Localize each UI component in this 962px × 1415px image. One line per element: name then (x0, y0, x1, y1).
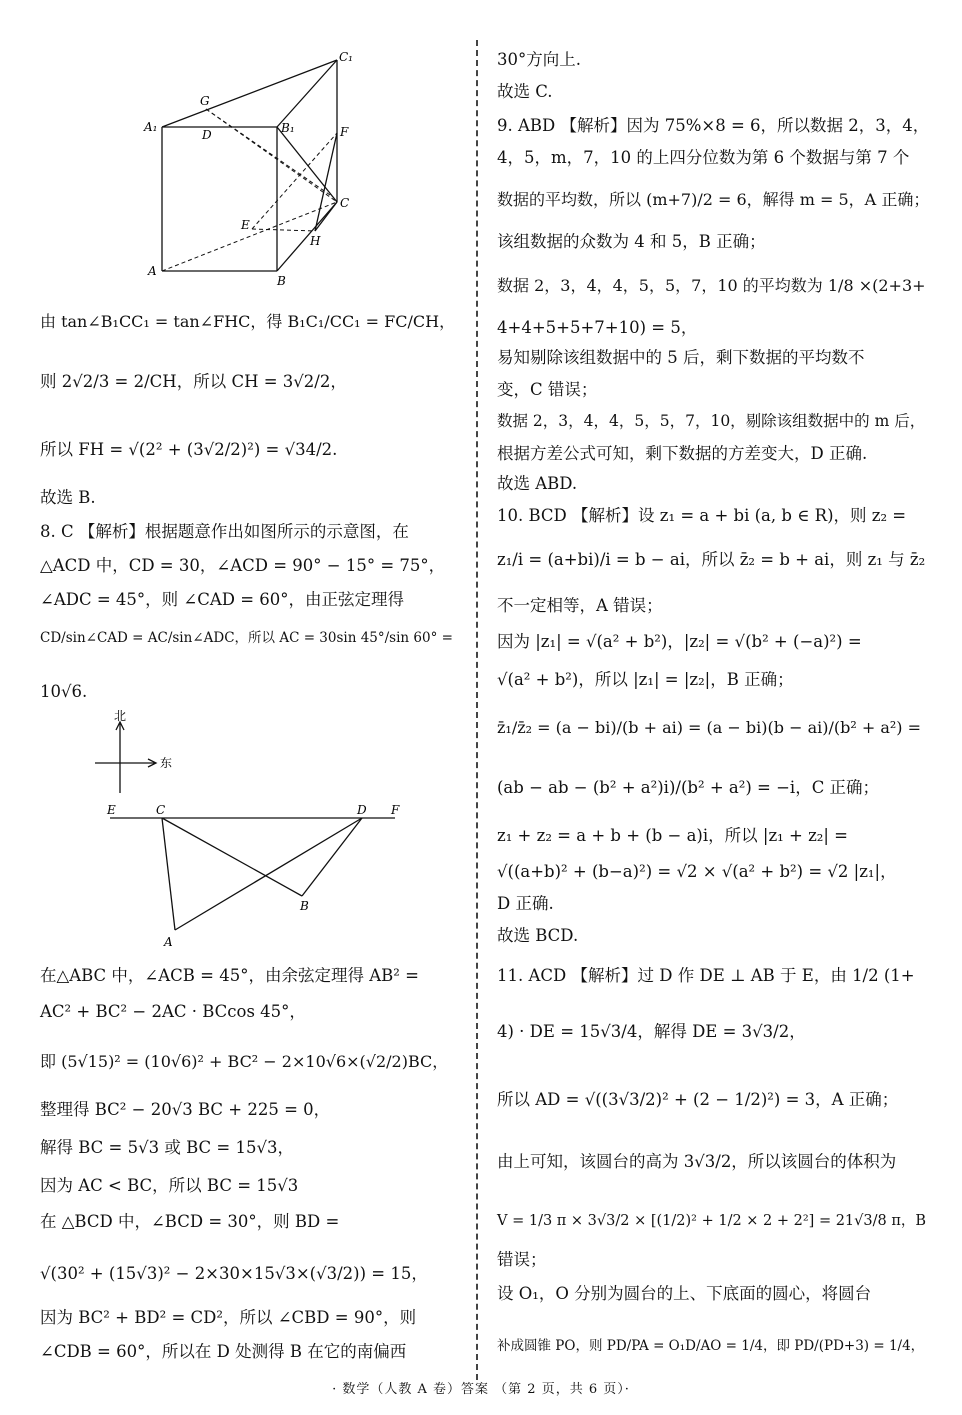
text-line: 该组数据的众数为 4 和 5，B 正确； (497, 232, 766, 251)
text-line: √(a² + b²)，所以 |z₁| = |z₂|，B 正确； (497, 670, 794, 689)
text-line: 根据方差公式可知，剩下数据的方差变大，D 正确. (497, 444, 868, 463)
text-line: 则 2√2/3 = 2/CH，所以 CH = 3√2/2， (40, 372, 347, 391)
cube-label-d: D (202, 128, 212, 142)
text-line: √((a+b)² + (b−a)²) = √2 × √(a² + b²) = √2 |z₁|， (497, 862, 897, 881)
map-label-a: A (164, 935, 173, 949)
cube-label-a: A (148, 264, 157, 278)
text-line: √(30² + (15√3)² − 2×30×15√3×(√3/2)) = 15， (40, 1264, 428, 1283)
text-line: z₁ + z₂ = a + b + (b − a)i，所以 |z₁ + z₂| = (497, 826, 849, 845)
text-line: 8. C 【解析】根据题意作出如图所示的示意图，在 (40, 522, 409, 541)
text-line: 在△ABC 中，∠ACB = 45°，由余弦定理得 AB² = (40, 966, 419, 985)
cube-label-b: B (277, 274, 286, 288)
text-line: 因为 AC < BC，所以 BC = 15√3 (40, 1176, 299, 1195)
text-line: 变，C 错误； (497, 380, 598, 399)
text-line: 故选 BCD. (497, 926, 579, 945)
column-divider (476, 40, 478, 1380)
text-line: △ACD 中，CD = 30，∠ACD = 90° − 15° = 75°， (40, 556, 446, 575)
map-label-f: F (391, 803, 400, 817)
text-line: 解得 BC = 5√3 或 BC = 15√3， (40, 1138, 294, 1157)
text-line: AC² + BC² − 2AC · BCcos 45°， (40, 1002, 306, 1021)
cube-label-g: G (200, 94, 210, 108)
text-line: 设 O₁，O 分别为圆台的上、下底面的圆心，将圆台 (497, 1284, 872, 1303)
map-label-e: E (107, 803, 116, 817)
cube-label-c1: C₁ (339, 50, 353, 64)
text-line: 10√6. (40, 682, 88, 701)
text-line: 即 (5√15)² = (10√6)² + BC² − 2×10√6×(√2/2)BC， (40, 1052, 449, 1071)
text-line: 4+4+5+5+7+10) = 5， (497, 318, 698, 337)
text-line: 不一定相等，A 错误； (497, 596, 663, 615)
cube-label-b1: B₁ (281, 121, 295, 135)
cube-label-e: E (241, 218, 250, 232)
text-line: 补成圆锥 PO，则 PD/PA = O₁D/AO = 1/4，即 PD/(PD+3) = 1/4， (497, 1338, 925, 1354)
compass-east: 东 (160, 756, 173, 770)
text-line: ∠ADC = 45°，则 ∠CAD = 60°，由正弦定理得 (40, 590, 405, 609)
text-line: 由 tan∠B₁CC₁ = tan∠FHC，得 B₁C₁/CC₁ = FC/CH， (40, 312, 456, 331)
compass-north: 北 (114, 709, 127, 723)
page-footer: · 数学（人教 A 卷）答案 （第 2 页，共 6 页）· (332, 1382, 630, 1397)
text-line: 4，5，m，7，10 的上四分位数为第 6 个数据与第 7 个 (497, 148, 910, 167)
text-line: 故选 C. (497, 82, 553, 101)
map-label-b: B (300, 899, 309, 913)
text-line: 故选 ABD. (497, 474, 578, 493)
cube-figure (140, 45, 370, 290)
text-line: 9. ABD 【解析】因为 75%×8 = 6，所以数据 2，3，4， (497, 116, 930, 135)
text-line: 错误； (497, 1250, 547, 1269)
text-line: 11. ACD 【解析】过 D 作 DE ⊥ AB 于 E，由 1/2 (1+ (497, 966, 915, 985)
right-column (497, 0, 933, 1380)
text-line: CD/sin∠CAD = AC/sin∠ADC，所以 AC = 30sin 45°/sin 60° = (40, 630, 453, 646)
text-line: 因为 BC² + BD² = CD²，所以 ∠CBD = 90°，则 (40, 1308, 417, 1327)
text-line: 30°方向上. (497, 50, 581, 69)
cube-label-a1: A₁ (144, 120, 158, 134)
text-line: 4) · DE = 15√3/4，解得 DE = 3√3/2， (497, 1022, 806, 1041)
text-line: V = 1/3 π × 3√3/2 × [(1/2)² + 1/2 × 2 + 2²] = 21√3/8 π，B (497, 1213, 927, 1229)
text-line: z̄₁/z̄₂ = (a − bi)/(b + ai) = (a − bi)(b − ai)/(b² + a²) = (497, 718, 922, 737)
cube-label-h: H (310, 234, 321, 248)
text-line: 数据 2，3，4，4，5，5，7，10 的平均数为 1/8 ×(2+3+ (497, 276, 926, 295)
text-line: z₁/i = (a+bi)/i = b − ai，所以 z̄₂ = b + ai，则 z₁ 与 z̄₂ (497, 550, 926, 569)
text-line: (ab − ab − (b² + a²)i)/(b² + a²) = −i，C 正确； (497, 778, 880, 797)
text-line: 在 △BCD 中，∠BCD = 30°，则 BD = (40, 1212, 340, 1231)
text-line: 故选 B. (40, 488, 96, 507)
text-line: 所以 FH = √(2² + (3√2/2)²) = √34/2. (40, 440, 338, 459)
text-line: 数据的平均数，所以 (m+7)/2 = 6，解得 m = 5，A 正确； (497, 190, 930, 209)
left-column (40, 0, 460, 1380)
text-line: 因为 |z₁| = √(a² + b²)，|z₂| = √(b² + (−a)²) = (497, 632, 862, 651)
bearing-figure (90, 708, 420, 953)
text-line: ∠CDB = 60°，所以在 D 处测得 B 在它的南偏西 (40, 1342, 407, 1361)
text-line: 数据 2，3，4，4，5，5，7，10，剔除该组数据中的 m 后， (497, 412, 926, 430)
cube-label-c: C (340, 196, 350, 210)
text-line: D 正确. (497, 894, 554, 913)
text-line: 所以 AD = √((3√3/2)² + (2 − 1/2)²) = 3，A 正确； (497, 1090, 899, 1109)
map-label-c: C (156, 803, 166, 817)
map-label-d: D (357, 803, 367, 817)
text-line: 易知剔除该组数据中的 5 后，剩下数据的平均数不 (497, 348, 865, 367)
text-line: 10. BCD 【解析】设 z₁ = a + bi (a, b ∈ R)，则 z₂ = (497, 506, 907, 525)
text-line: 整理得 BC² − 20√3 BC + 225 = 0， (40, 1100, 331, 1119)
cube-label-f: F (340, 125, 349, 139)
text-line: 由上可知，该圆台的高为 3√3/2，所以该圆台的体积为 (497, 1152, 897, 1171)
